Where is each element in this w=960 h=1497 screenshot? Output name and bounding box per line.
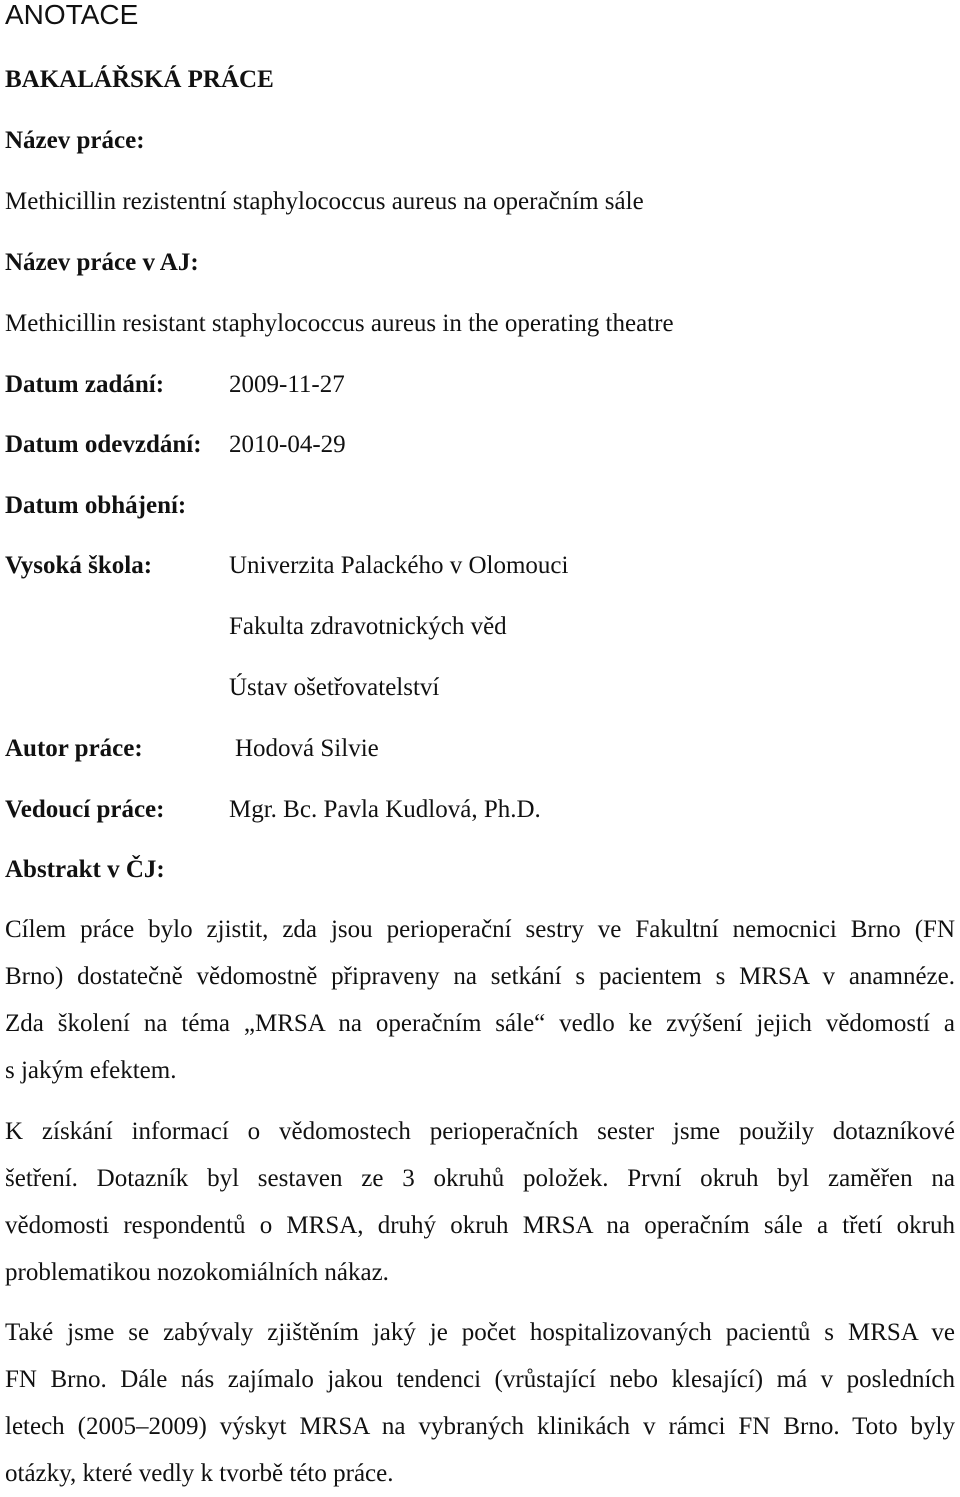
abstract-paragraph-1 bbox=[5, 906, 955, 1094]
paragraph-line: Brno) dostatečně vědomostně připraveny na setkání s pacientem s MRSA v anamnéze. bbox=[5, 963, 955, 990]
school-institute: Ústav ošetřovatelství bbox=[229, 674, 440, 701]
paragraph-line: letech (2005–2009) výskyt MRSA na vybraných klinikách v rámci FN Brno. Toto byly bbox=[5, 1413, 955, 1440]
supervisor-value: Mgr. Bc. Pavla Kudlová, Ph.D. bbox=[229, 796, 541, 823]
school-university: Univerzita Palackého v Olomouci bbox=[229, 552, 569, 579]
thesis-title-value: Methicillin rezistentní staphylococcus aureus na operačním sále bbox=[5, 188, 644, 215]
author-value: Hodová Silvie bbox=[235, 735, 379, 762]
assigned-date-label: Datum zadání: bbox=[5, 371, 165, 398]
paragraph-line: Zda školení na téma „MRSA na operačním sále“ vedlo ke zvýšení jejich vědomostí a bbox=[5, 1010, 955, 1037]
submitted-date-label: Datum odevzdání: bbox=[5, 431, 202, 458]
supervisor-label: Vedoucí práce: bbox=[5, 796, 165, 823]
thesis-title-en-value: Methicillin resistant staphylococcus aureus in the operating theatre bbox=[5, 310, 674, 337]
school-label: Vysoká škola: bbox=[5, 552, 153, 579]
abstract-paragraph-3 bbox=[5, 1309, 955, 1497]
paragraph-line: K získání informací o vědomostech perioperačních sester jsme použily dotazníkové bbox=[5, 1118, 955, 1145]
paragraph-line: Také jsme se zabývaly zjištěním jaký je počet hospitalizovaných pacientů s MRSA ve bbox=[5, 1319, 955, 1346]
paragraph-line: otázky, které vedly k tvorbě této práce. bbox=[5, 1460, 394, 1487]
thesis-title-en-label: Název práce v AJ: bbox=[5, 249, 199, 276]
abstract-label: Abstrakt v ČJ: bbox=[5, 856, 165, 883]
paragraph-line: problematikou nozokomiálních nákaz. bbox=[5, 1259, 389, 1286]
paragraph-line: FN Brno. Dále nás zajímalo jakou tendenci (vrůstající nebo klesající) má v posledních bbox=[5, 1366, 955, 1393]
thesis-title-label: Název práce: bbox=[5, 127, 145, 154]
paragraph-line: s jakým efektem. bbox=[5, 1057, 177, 1084]
submitted-date-value: 2010-04-29 bbox=[229, 431, 346, 458]
author-label: Autor práce: bbox=[5, 735, 143, 762]
paragraph-line: šetření. Dotazník byl sestaven ze 3 okruhů položek. První okruh byl zaměřen na bbox=[5, 1165, 955, 1192]
paragraph-line: vědomosti respondentů o MRSA, druhý okruh MRSA na operačním sále a třetí okruh bbox=[5, 1212, 955, 1239]
abstract-paragraph-2 bbox=[5, 1108, 955, 1296]
annotation-heading: ANOTACE bbox=[5, 0, 139, 30]
school-faculty: Fakulta zdravotnických věd bbox=[229, 613, 507, 640]
defended-date-label: Datum obhájení: bbox=[5, 492, 187, 519]
thesis-type-heading: BAKALÁŘSKÁ PRÁCE bbox=[5, 66, 274, 93]
assigned-date-value: 2009-11-27 bbox=[229, 371, 345, 398]
paragraph-line: Cílem práce bylo zjistit, zda jsou perioperační sestry ve Fakultní nemocnici Brno (FN bbox=[5, 916, 955, 943]
